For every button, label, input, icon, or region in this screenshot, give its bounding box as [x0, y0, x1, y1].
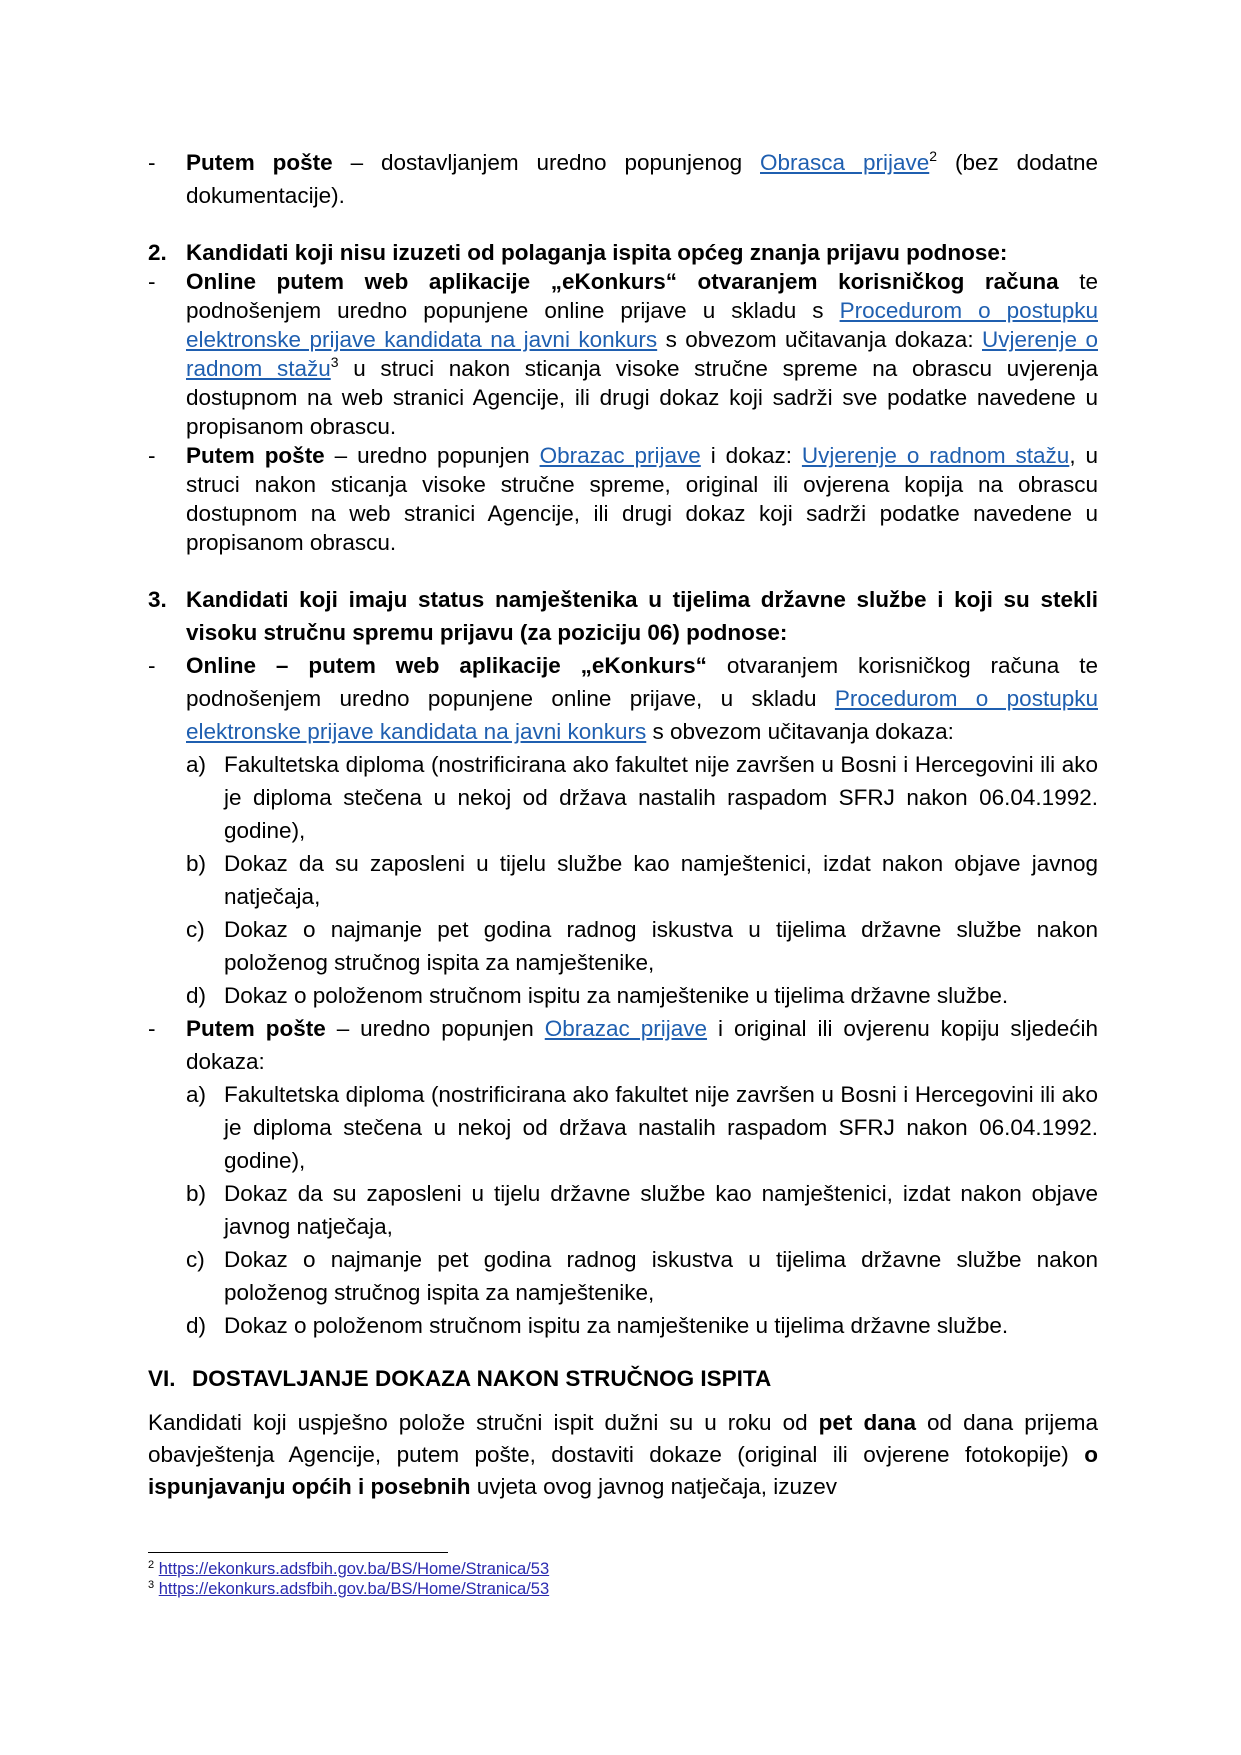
- list-item-text: Dokaz o položenom stručnom ispitu za namještenike u tijelima državne službe.: [224, 983, 1009, 1008]
- application-form-link[interactable]: Obrazac prijave: [539, 443, 701, 468]
- list-letter: b): [186, 1181, 207, 1206]
- bullet-dash: -: [148, 443, 156, 468]
- item-text: s obvezom učitavanja dokaza:: [646, 719, 954, 744]
- list-item-text: Dokaz da su zaposleni u tijelu službe kao namještenici, izdat nakon objave javnog natječaja,: [224, 851, 1098, 909]
- footnote-url-link[interactable]: https://ekonkurs.adsfbih.gov.ba/BS/Home/Stranica/53: [158, 1560, 550, 1578]
- section-vi-heading: [148, 1364, 1098, 1393]
- bullet-dash: -: [148, 1016, 156, 1041]
- item-bold-label: Putem pošte: [186, 443, 325, 468]
- list-item: [148, 1243, 1098, 1309]
- section-roman-numeral: VI.: [148, 1366, 176, 1391]
- bullet-dash: -: [148, 653, 156, 678]
- list-item: [148, 748, 1098, 847]
- section-2-heading: [148, 238, 1098, 267]
- list-item: [148, 847, 1098, 913]
- application-form-link[interactable]: Obrazac prijave: [544, 1016, 708, 1041]
- list-letter: a): [186, 752, 207, 777]
- list-letter: c): [186, 1247, 205, 1272]
- footnote-ref[interactable]: 2: [929, 148, 938, 164]
- post-submission-item-section1: [148, 146, 1098, 212]
- para-text: od dana prijema obavještenja Agencije, putem pošte, dostaviti dokaze (original ili ovjerene fotokopije): [148, 1410, 1098, 1467]
- section-vi-paragraph: [148, 1407, 1098, 1503]
- online-submission-item-section2: [148, 267, 1098, 441]
- post-submission-item-section2: [148, 441, 1098, 557]
- list-item-text: Dokaz da su zaposleni u tijelu državne službe kao namještenici, izdat nakon objave javnog natječaja,: [224, 1181, 1098, 1239]
- item-bold-label: Putem pošte: [186, 1016, 326, 1041]
- list-item: [148, 913, 1098, 979]
- list-item-text: Fakultetska diploma (nostrificirana ako fakultet nije završen u Bosni i Hercegovini ili ako je diploma stečena u nekoj od država nastalih raspadom SFRJ nakon 06.04.1992. godine),: [224, 752, 1098, 843]
- item-text: (bez dodatne dokumentacije).: [186, 150, 1098, 208]
- list-letter: c): [186, 917, 205, 942]
- item-text: i dokaz:: [700, 443, 802, 468]
- list-item-text: Dokaz o najmanje pet godina radnog iskustva u tijelima državne službe nakon položenog stručnog ispita za namještenike,: [224, 917, 1098, 975]
- section-3-heading: [148, 583, 1098, 649]
- list-item: [148, 979, 1098, 1012]
- item-text: – dostavljanjem uredno popunjenog: [332, 150, 761, 175]
- list-letter: d): [186, 1313, 207, 1338]
- footnote-number: 2: [148, 1559, 155, 1571]
- procedure-link[interactable]: Procedurom o postupku elektronske prijave kandidata na javni konkurs: [186, 298, 1098, 352]
- post-submission-item-section3: [148, 1012, 1098, 1078]
- item-text: u struci nakon sticanja visoke stručne spreme na obrascu uvjerenja dostupnom na web stranici Agencije, ili drugi dokaz koji sadrži sve podatke navedene u propisanom obrascu.: [186, 356, 1098, 439]
- online-required-documents-list: [148, 748, 1098, 1012]
- list-item: [148, 1177, 1098, 1243]
- item-text: i original ili ovjerenu kopiju sljedećih dokaza:: [186, 1016, 1098, 1074]
- online-submission-item-section3: [148, 649, 1098, 748]
- section-heading-text: Kandidati koji imaju status namještenika u tijelima državne službe i koji su stekli visoku stručnu spremu prijavu (za poziciju 06) podnose:: [186, 587, 1098, 645]
- list-letter: b): [186, 851, 207, 876]
- para-text: Kandidati koji uspješno polože stručni ispit dužni su u roku od: [148, 1410, 819, 1435]
- item-text: – uredno popunjen: [325, 1016, 545, 1041]
- section-title: DOSTAVLJANJE DOKAZA NAKON STRUČNOG ISPITA: [192, 1366, 772, 1391]
- footnote-url-link[interactable]: https://ekonkurs.adsfbih.gov.ba/BS/Home/Stranica/53: [158, 1580, 550, 1598]
- item-bold-label: Online putem web aplikacije „eKonkurs“ otvaranjem korisničkog računa: [186, 269, 1059, 294]
- section-heading-text: Kandidati koji nisu izuzeti od polaganja ispita općeg znanja prijavu podnose:: [186, 240, 1008, 265]
- item-text: otvaranjem korisničkog računa te podnošenjem uredno popunjene online prijave, u skladu: [186, 653, 1098, 711]
- bullet-dash: -: [148, 269, 156, 294]
- list-item-text: Dokaz o najmanje pet godina radnog iskustva u tijelima državne službe nakon položenog stručnog ispita za namještenike,: [224, 1247, 1098, 1305]
- para-text: uvjeta ovog javnog natječaja, izuzev: [470, 1474, 838, 1499]
- footnote-separator: [148, 1552, 448, 1553]
- item-text: te podnošenjem uredno popunjene online prijave u skladu s: [186, 269, 1098, 323]
- footnotes: [148, 1552, 748, 1599]
- list-item: [148, 1078, 1098, 1177]
- item-text: s obvezom učitavanja dokaza:: [657, 327, 982, 352]
- procedure-link[interactable]: Procedurom o postupku elektronske prijave kandidata na javni konkurs: [186, 686, 1098, 744]
- list-item-text: Dokaz o položenom stručnom ispitu za namještenike u tijelima državne službe.: [224, 1313, 1009, 1338]
- item-bold-label: Online – putem web aplikacije „eKonkurs“: [186, 653, 707, 678]
- list-item: [148, 1309, 1098, 1342]
- item-bold-label: Putem pošte: [186, 150, 333, 175]
- para-bold: pet dana: [818, 1410, 916, 1435]
- work-experience-certificate-link[interactable]: Uvjerenje o radnom stažu: [186, 327, 1098, 381]
- post-required-documents-list: [148, 1078, 1098, 1342]
- section-number: 2.: [148, 240, 167, 265]
- application-form-link[interactable]: Obrasca prijave: [760, 150, 930, 175]
- footnote-item: [148, 1559, 748, 1579]
- footnote-item: [148, 1579, 748, 1599]
- work-experience-certificate-link[interactable]: Uvjerenje o radnom stažu: [801, 443, 1070, 468]
- item-text: – uredno popunjen: [324, 443, 540, 468]
- section-number: 3.: [148, 587, 167, 612]
- list-letter: d): [186, 983, 207, 1008]
- list-letter: a): [186, 1082, 207, 1107]
- para-bold: o ispunjavanju općih i posebnih: [148, 1442, 1098, 1499]
- footnote-number: 3: [148, 1579, 155, 1591]
- list-item-text: Fakultetska diploma (nostrificirana ako fakultet nije završen u Bosni i Hercegovini ili ako je diploma stečena u nekoj od država nastalih raspadom SFRJ nakon 06.04.1992. godine),: [224, 1082, 1098, 1173]
- document-page: [148, 146, 1098, 1503]
- footnote-ref[interactable]: 3: [330, 354, 339, 370]
- item-text: , u struci nakon sticanja visoke stručne spreme, original ili ovjerena kopija na obrascu dostupnom na web stranici Agencije, ili drugi dokaz koji sadrži podatke navedene u propisanom obrascu.: [186, 443, 1099, 555]
- bullet-dash: -: [148, 150, 156, 175]
